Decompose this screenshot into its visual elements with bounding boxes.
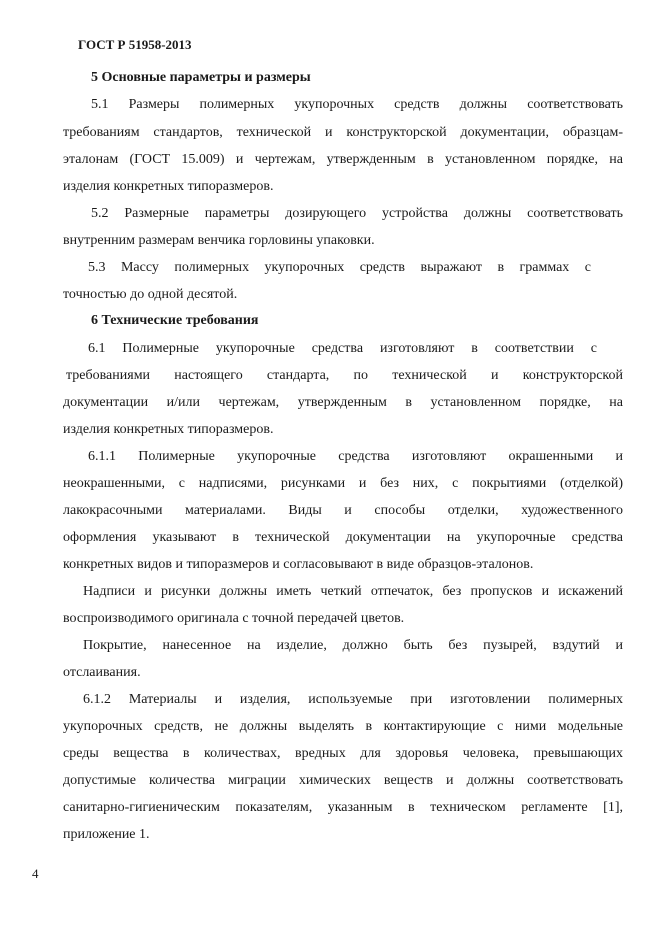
s6-p2-line4: оформления указывают в технической документации на укупорочные средства [63, 530, 623, 545]
s6-p5-line6: приложение 1. [63, 827, 150, 842]
s5-p3-line1: 5.3 Массу полимерных укупорочных средств выражают в граммах с [88, 260, 591, 275]
s6-p4-line2: отслаивания. [63, 665, 141, 680]
s5-p2-line2: внутренним размерам венчика горловины упаковки. [63, 233, 375, 248]
s6-p3-line2: воспроизводимого оригинала с точной передачей цветов. [63, 611, 405, 626]
document-header: ГОСТ Р 51958-2013 [78, 37, 192, 52]
s6-p1-line2: требованиями настоящего стандарта, по технической и конструкторской [66, 368, 623, 383]
s5-p3-line2: точностью до одной десятой. [63, 287, 238, 302]
s6-p2-line3: лакокрасочными материалами. Виды и способы отделки, художественного [63, 503, 623, 518]
s6-p5-line2: укупорочных средств, не должны выделять в контактирующие с ними модельные [63, 719, 623, 734]
s6-p1-line3: документации и/или чертежам, утвержденным в установленном порядке, на [63, 395, 623, 410]
s6-p5-line5: санитарно-гигиеническим показателям, указанным в техническом регламенте [1], [63, 800, 623, 815]
s6-p1-line1: 6.1 Полимерные укупорочные средства изготовляют в соответствии с [88, 341, 597, 356]
page-number: 4 [32, 866, 39, 881]
s6-p2-line2: неокрашенными, с надписями, рисунками и без них, с покрытиями (отделкой) [63, 476, 623, 491]
s6-p3-line1: Надписи и рисунки должны иметь четкий отпечаток, без пропусков и искажений [83, 584, 623, 599]
s6-p5-line4: допустимые количества миграции химических веществ и должны соответствовать [63, 773, 623, 788]
s5-p2-line1: 5.2 Размерные параметры дозирующего устройства должны соответствовать [91, 206, 623, 221]
s5-p1-line3: эталонам (ГОСТ 15.009) и чертежам, утвержденным в установленном порядке, на [63, 152, 623, 167]
s5-p1-line2: требованиям стандартов, технической и конструкторской документации, образцам- [63, 125, 623, 140]
s6-p5-line3: среды вещества в количествах, вредных для здоровья человека, превышающих [63, 746, 623, 761]
s5-p1-line1: 5.1 Размеры полимерных укупорочных средств должны соответствовать [91, 97, 623, 112]
s6-p1-line4: изделия конкретных типоразмеров. [63, 422, 274, 437]
s6-p5-line1: 6.1.2 Материалы и изделия, используемые при изготовлении полимерных [83, 692, 623, 707]
s6-p2-line1: 6.1.1 Полимерные укупорочные средства изготовляют окрашенными и [88, 449, 623, 464]
section-5-title: 5 Основные параметры и размеры [91, 70, 311, 85]
s5-p1-line4: изделия конкретных типоразмеров. [63, 179, 274, 194]
s6-p2-line5: конкретных видов и типоразмеров и согласовывают в виде образцов-эталонов. [63, 557, 534, 572]
s6-p4-line1: Покрытие, нанесенное на изделие, должно быть без пузырей, вздутий и [83, 638, 623, 653]
section-6-title: 6 Технические требования [91, 313, 259, 328]
